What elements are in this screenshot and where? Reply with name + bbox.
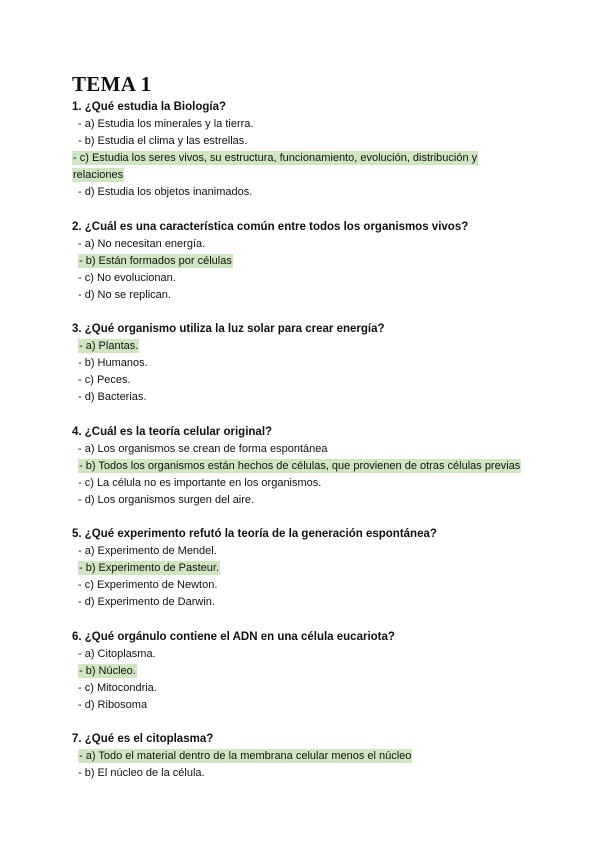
answer-option-text: - c) Estudia los seres vivos, su estructura, funcionamiento, evolución, distribución y relaciones: [73, 152, 478, 181]
answer-option: [72, 116, 532, 133]
answer-option: [72, 543, 532, 560]
question-block: [72, 99, 532, 201]
answer-option-text: - d) Experimento de Darwin.: [78, 596, 215, 608]
question-text: 2. ¿Cuál es una característica común entre todos los organismos vivos?: [72, 220, 469, 233]
answer-option: [72, 389, 532, 406]
answer-option-text: - b) Estudia el clima y las estrellas.: [78, 135, 248, 147]
answer-option-text: - d) Los organismos surgen del aire.: [78, 493, 255, 506]
question-text: 6. ¿Qué orgánulo contiene el ADN en una célula eucariota?: [72, 630, 395, 643]
answer-option: [72, 492, 532, 509]
answer-option-text: - d) Ribosoma: [78, 698, 148, 711]
answer-option-correct: [72, 253, 532, 270]
answer-option: [72, 270, 532, 287]
answer-option-text: - a) No necesitan energía.: [78, 237, 206, 250]
question-list: [72, 99, 532, 800]
answer-option-text: - a) Plantas.: [79, 340, 139, 352]
question-block: [72, 629, 532, 714]
answer-option: [72, 765, 532, 782]
question-text: 3. ¿Qué organismo utiliza la luz solar para crear energía?: [72, 323, 385, 335]
answer-option-text: - b) Están formados por células: [79, 254, 232, 267]
answer-option-text: - c) Experimento de Newton.: [78, 579, 218, 591]
answer-option-text: - a) Citoplasma.: [78, 647, 156, 660]
answer-option-text: - a) Estudia los minerales y la tierra.: [78, 118, 254, 130]
question-block: [72, 219, 532, 304]
question-text: 1. ¿Qué estudia la Biología?: [72, 101, 226, 113]
answer-option: [72, 680, 532, 697]
answer-option-text: - d) Bacterias.: [78, 391, 147, 403]
answer-option-text: - c) La célula no es importante en los organismos.: [78, 476, 322, 489]
answer-option-text: - b) Núcleo.: [79, 664, 136, 677]
question-text: 7. ¿Qué es el citoplasma?: [72, 733, 214, 745]
answer-option: [72, 594, 532, 611]
answer-option-correct: [72, 150, 502, 184]
answer-option-text: - b) Experimento de Pasteur.: [79, 562, 220, 574]
question-block: [72, 731, 532, 782]
question-block: [72, 321, 532, 406]
answer-option: [72, 355, 532, 372]
answer-option: [72, 475, 532, 492]
page-title: TEMA 1: [72, 72, 152, 96]
answer-option-correct: [72, 458, 532, 475]
answer-option-text: - c) No evolucionan.: [78, 271, 176, 284]
answer-option: [72, 697, 532, 714]
answer-option-text: - d) Estudia los objetos inanimados.: [78, 186, 253, 198]
answer-option-correct: [72, 748, 532, 765]
answer-option-text: - b) Humanos.: [78, 357, 148, 369]
answer-option: [72, 646, 532, 663]
question-block: [72, 424, 532, 509]
answer-option: [72, 372, 532, 389]
answer-option-text: - c) Mitocondria.: [78, 681, 157, 694]
answer-option: [72, 133, 532, 150]
answer-option: [72, 236, 532, 253]
answer-option-text: - b) Todos los organismos están hechos de células, que provienen de otras células previas: [79, 459, 521, 472]
answer-option: [72, 577, 532, 594]
answer-option: [72, 441, 532, 458]
question-block: [72, 526, 532, 611]
answer-option-text: - d) No se replican.: [78, 288, 171, 301]
answer-option-text: - a) Los organismos se crean de forma espontánea: [78, 442, 328, 455]
question-text: 4. ¿Cuál es la teoría celular original?: [72, 425, 273, 438]
answer-option-correct: [72, 663, 532, 680]
answer-option-text: - a) Experimento de Mendel.: [78, 545, 217, 557]
question-text: 5. ¿Qué experimento refutó la teoría de la generación espontánea?: [72, 528, 437, 540]
answer-option: [72, 287, 532, 304]
answer-option-text: - a) Todo el material dentro de la membrana celular menos el núcleo: [79, 750, 412, 762]
answer-option-text: - b) El núcleo de la célula.: [78, 767, 205, 779]
answer-option-correct: [72, 560, 532, 577]
answer-option: [72, 184, 532, 201]
answer-option-text: - c) Peces.: [78, 374, 131, 386]
answer-option-correct: [72, 338, 532, 355]
